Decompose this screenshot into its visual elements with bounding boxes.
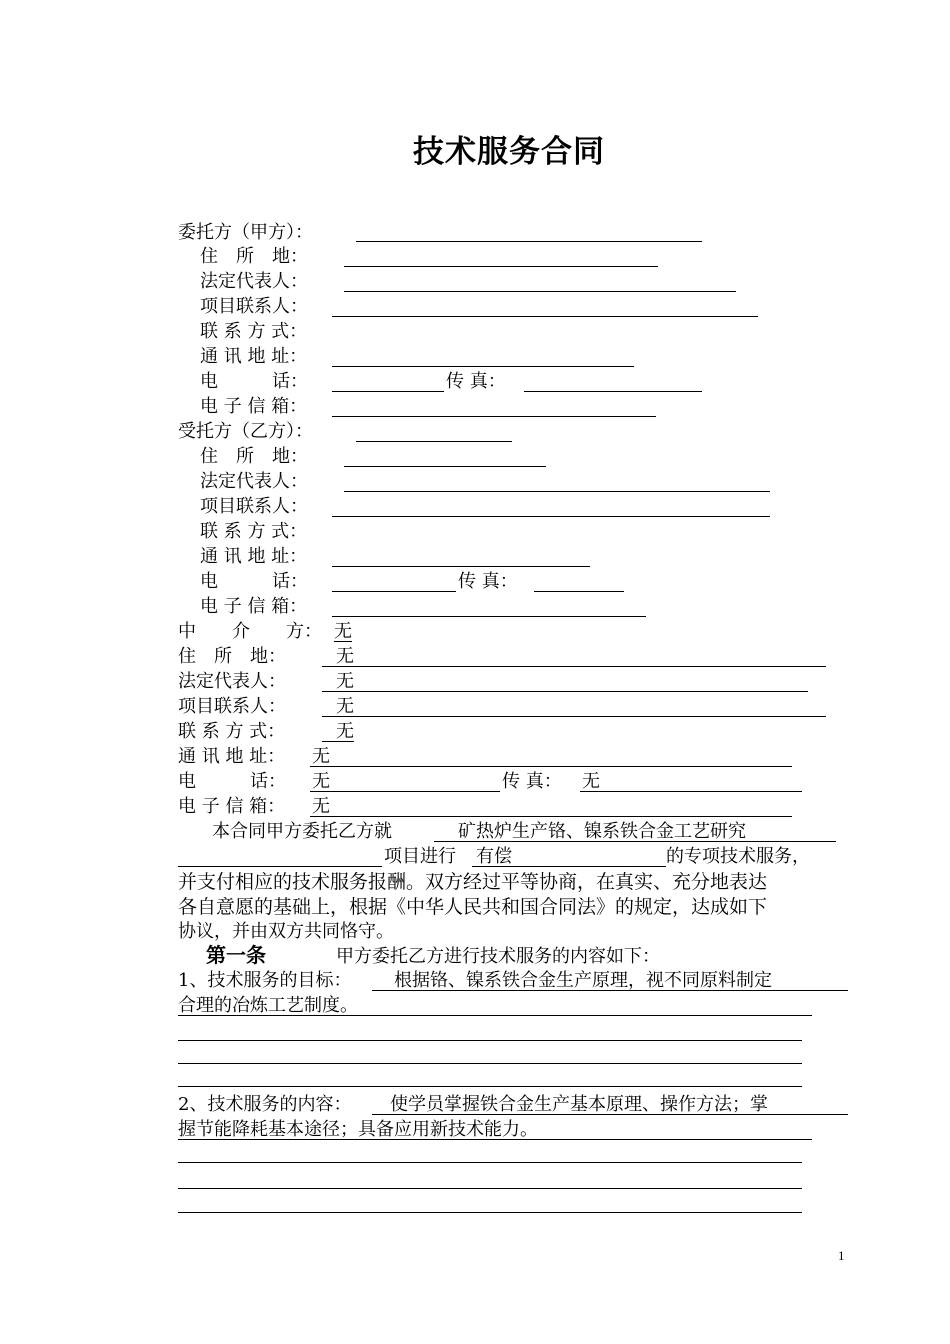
intro-text-2a: 项目进行 — [384, 846, 456, 867]
intermediary-fax-value: 无 — [582, 771, 600, 792]
intermediary-contact-method-value: 无 — [336, 721, 354, 742]
intermediary-residence-field[interactable] — [322, 666, 826, 667]
document-title: 技术服务合同 — [413, 134, 605, 170]
item-1-field-line-3[interactable] — [178, 1040, 802, 1041]
party-b-fax-field[interactable] — [534, 591, 624, 592]
party-b-address-label: 通 讯 地 址： — [200, 546, 308, 567]
item-2-line-2: 握节能降耗基本途径；具备应用新技术能力。 — [178, 1119, 538, 1140]
item-1-field-line-1[interactable] — [372, 990, 848, 991]
party-b-residence-label: 住 所 地： — [200, 446, 308, 467]
intro-project-continuation-field[interactable] — [178, 866, 382, 867]
article-1-text: 甲方委托乙方进行技术服务的内容如下： — [336, 946, 660, 967]
intermediary-legal-rep-field[interactable] — [322, 691, 808, 692]
intro-text-1: 本合同甲方委托乙方就 — [212, 821, 392, 842]
intermediary-legal-rep-label: 法定代表人： — [178, 671, 286, 692]
party-a-contact-person-field[interactable] — [332, 316, 758, 317]
article-1-heading: 第一条 — [206, 943, 266, 967]
party-a-legal-rep-field[interactable] — [344, 291, 736, 292]
party-b-phone-field[interactable] — [332, 591, 456, 592]
party-a-phone-label: 电 话： — [200, 371, 308, 392]
intro-project-value: 矿热炉生产铬、镍系铁合金工艺研究 — [458, 821, 746, 842]
intermediary-email-value: 无 — [312, 796, 330, 817]
party-a-phone-field[interactable] — [332, 391, 444, 392]
party-a-residence-field[interactable] — [344, 266, 658, 267]
item-1-field-line-2[interactable] — [178, 1015, 812, 1016]
party-a-legal-rep-label: 法定代表人： — [200, 271, 308, 292]
intermediary-address-label: 通 讯 地 址： — [178, 746, 286, 767]
party-b-address-field[interactable] — [332, 566, 590, 567]
intro-text-5: 协议，并由双方共同恪守。 — [178, 921, 394, 942]
intermediary-name-value: 无 — [334, 621, 352, 642]
party-a-residence-label: 住 所 地： — [200, 246, 308, 267]
party-a-contact-method-label: 联 系 方 式： — [200, 321, 308, 342]
party-b-contact-person-label: 项目联系人： — [200, 496, 308, 517]
intro-text-4: 各自意愿的基础上，根据《中华人民共和国合同法》的规定，达成如下 — [178, 896, 768, 918]
page-number: 1 — [838, 1248, 845, 1263]
intermediary-contact-person-field[interactable] — [322, 716, 826, 717]
intermediary-label: 中 介 方： — [178, 621, 322, 642]
item-2-field-line-5[interactable] — [178, 1212, 802, 1213]
party-a-fax-field[interactable] — [524, 391, 702, 392]
intermediary-address-field[interactable] — [310, 766, 792, 767]
party-a-email-label: 电 子 信 箱： — [200, 396, 308, 417]
intermediary-fax-field[interactable] — [580, 791, 802, 792]
party-b-email-field[interactable] — [332, 616, 646, 617]
party-b-name-field[interactable] — [356, 441, 512, 442]
item-2-field-line-1[interactable] — [372, 1114, 848, 1115]
item-2-label: 2、技术服务的内容： — [178, 1094, 352, 1115]
item-1-line-2: 合理的冶炼工艺制度。 — [178, 995, 358, 1016]
intermediary-residence-value: 无 — [336, 646, 354, 667]
intermediary-address-value: 无 — [312, 746, 330, 767]
party-a-email-field[interactable] — [332, 416, 656, 417]
item-1-field-line-4[interactable] — [178, 1063, 802, 1064]
party-b-phone-label: 电 话： — [200, 571, 308, 592]
party-b-label: 受托方（乙方）： — [178, 421, 313, 442]
party-b-contact-person-field[interactable] — [332, 516, 770, 517]
intermediary-contact-person-value: 无 — [336, 696, 354, 717]
party-a-address-label: 通 讯 地 址： — [200, 346, 308, 367]
party-b-contact-method-label: 联 系 方 式： — [200, 521, 308, 542]
item-1-label: 1、技术服务的目标： — [178, 970, 352, 991]
intermediary-fax-label: 传 真： — [502, 771, 562, 792]
intermediary-phone-label: 电 话： — [178, 771, 286, 792]
intro-text-3: 并支付相应的技术服务报酬。双方经过平等协商，在真实、充分地表达 — [178, 871, 768, 893]
item-2-field-line-3[interactable] — [178, 1162, 802, 1163]
intermediary-residence-label: 住 所 地： — [178, 646, 286, 667]
intro-text-2b: 的专项技术服务， — [666, 846, 810, 867]
intermediary-legal-rep-value: 无 — [336, 671, 354, 692]
intro-paid-value: 有偿 — [476, 846, 512, 867]
party-b-fax-label: 传 真： — [458, 571, 518, 592]
party-a-fax-label: 传 真： — [446, 371, 506, 392]
intermediary-email-field[interactable] — [310, 816, 792, 817]
item-1-field-line-5[interactable] — [178, 1086, 802, 1087]
intermediary-phone-value: 无 — [312, 771, 330, 792]
party-b-email-label: 电 子 信 箱： — [200, 596, 308, 617]
party-a-contact-person-label: 项目联系人： — [200, 296, 308, 317]
intermediary-email-label: 电 子 信 箱： — [178, 796, 286, 817]
item-2-line-1: 使学员掌握铁合金生产基本原理、操作方法；掌 — [390, 1094, 768, 1115]
intermediary-phone-field[interactable] — [310, 791, 500, 792]
party-b-residence-field[interactable] — [344, 466, 546, 467]
intermediary-contact-person-label: 项目联系人： — [178, 696, 286, 717]
item-2-field-line-2[interactable] — [178, 1139, 812, 1140]
intermediary-contact-method-label: 联 系 方 式： — [178, 721, 286, 742]
party-b-legal-rep-field[interactable] — [344, 491, 770, 492]
party-a-address-field[interactable] — [332, 366, 634, 367]
party-b-legal-rep-label: 法定代表人： — [200, 471, 308, 492]
party-a-name-field[interactable] — [356, 241, 702, 242]
party-a-label: 委托方（甲方）： — [178, 222, 313, 243]
item-1-line-1: 根据铬、镍系铁合金生产原理，视不同原料制定 — [394, 970, 772, 991]
item-2-field-line-4[interactable] — [178, 1188, 802, 1189]
